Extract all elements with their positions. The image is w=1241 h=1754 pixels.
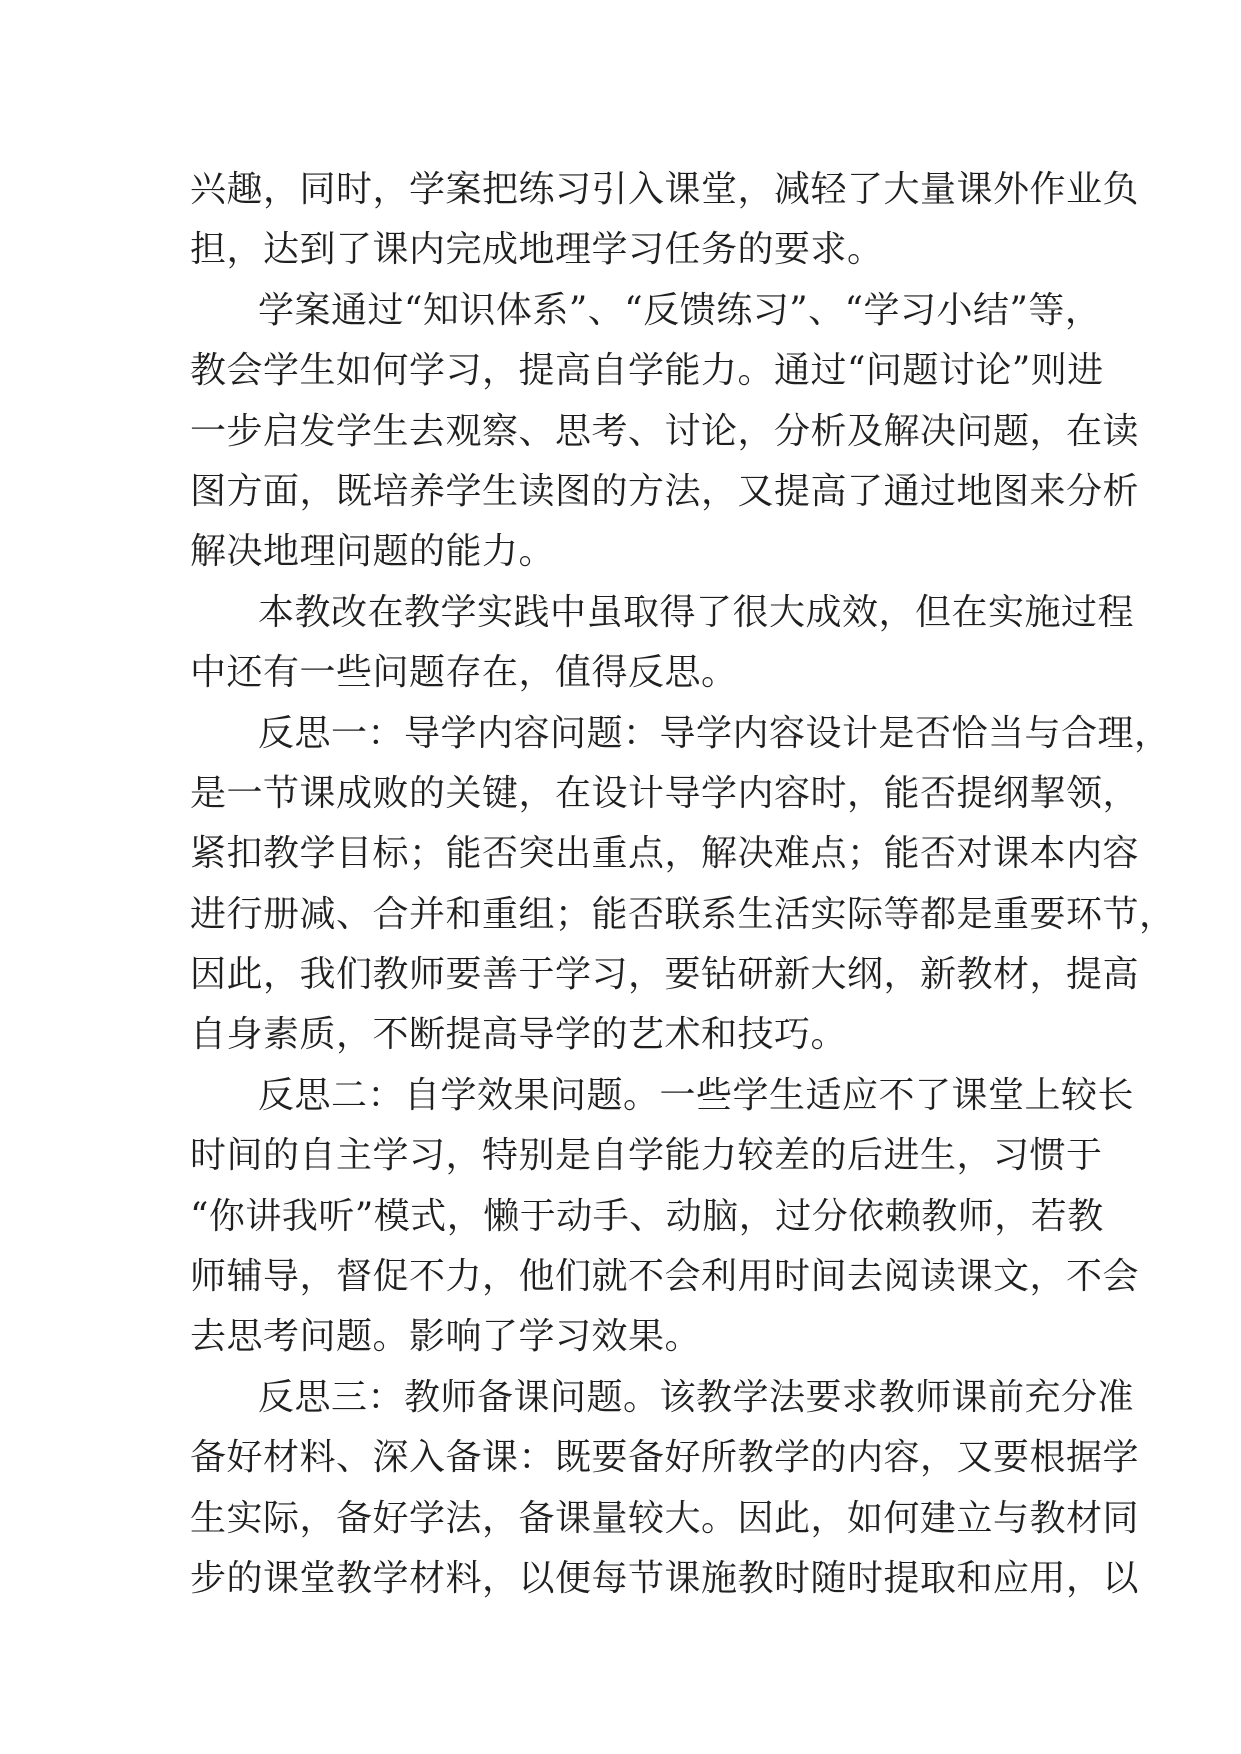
text-line: 师辅导，督促不力，他们就不会利用时间去阅读课文，不会 (190, 1256, 1140, 1298)
text-line: 兴趣，同时，学案把练习引入课堂，减轻了大量课外作业负 (190, 169, 1140, 210)
text-line: 学案通过“知识体系”、“反馈练习”、“学习小结”等， (258, 289, 1102, 331)
text-line: 反思二：自学效果问题。一些学生适应不了课堂上较长 (258, 1074, 1135, 1116)
text-line: 解决地理问题的能力。 (190, 531, 556, 573)
text-line: 因此，我们教师要善于学习，要钻研新大纲，新教材，提高 (190, 954, 1140, 996)
text-line: 是一节课成败的关键，在设计导学内容时，能否提纲挈领， (190, 772, 1140, 814)
text-line: 担，达到了课内完成地理学习任务的要求。 (190, 229, 884, 271)
text-line: 自身素质，不断提高导学的艺术和技巧。 (190, 1014, 848, 1056)
text-line: 教会学生如何学习，提高自学能力。通过“问题讨论”则进 (190, 350, 1104, 392)
text-line: 进行册减、合并和重组；能否联系生活实际等都是重要环节， (190, 893, 1176, 935)
text-line: 去思考问题。影响了学习效果。 (190, 1316, 702, 1358)
text-line: 时间的自主学习，特别是自学能力较差的后进生，习惯于 (190, 1135, 1103, 1177)
text-line: 一步启发学生去观察、思考、讨论，分析及解决问题，在读 (190, 410, 1140, 452)
text-line: 反思三：教师备课问题。该教学法要求教师课前充分准 (258, 1376, 1135, 1418)
text-line: 生实际，备好学法，备课量较大。因此，如何建立与教材同 (190, 1497, 1140, 1539)
text-line: 反思一：导学内容问题：导学内容设计是否恰当与合理， (258, 712, 1171, 754)
text-line: 步的课堂教学材料，以便每节课施教时随时提取和应用，以 (190, 1557, 1140, 1599)
body-text (190, 160, 1176, 1609)
text-line: 中还有一些问题存在，值得反思。 (190, 652, 738, 694)
text-line: 图方面，既培养学生读图的方法，又提高了通过地图来分析 (190, 470, 1140, 512)
text-line: “你讲我听”模式，懒于动手、动脑，过分依赖教师，若教 (190, 1195, 1104, 1237)
text-line: 紧扣教学目标；能否突出重点，解决难点；能否对课本内容 (190, 833, 1140, 875)
text-line: 备好材料、深入备课：既要备好所教学的内容，又要根据学 (190, 1437, 1140, 1479)
text-line: 本教改在教学实践中虽取得了很大成效，但在实施过程 (258, 591, 1135, 633)
